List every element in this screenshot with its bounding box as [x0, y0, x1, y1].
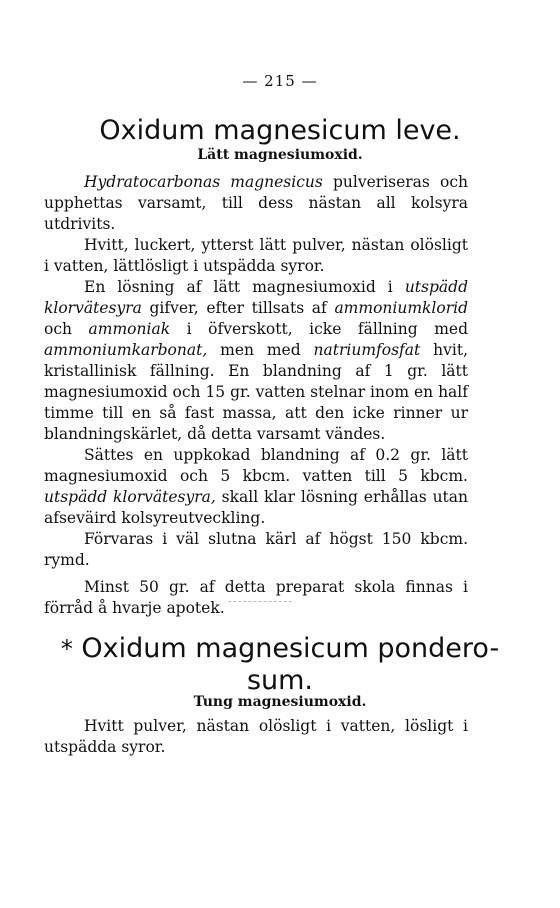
section-title-leve: Oxidum magnesicum leve.: [99, 115, 461, 146]
italic-term: natriumfosfat: [313, 341, 421, 359]
italic-term: Hydratocarbonas magnesicus: [84, 173, 323, 191]
paragraph-text: En lösning af lätt magnesiumoxid i: [84, 278, 405, 296]
paragraph-storage: Förvaras i väl slutna kärl af högst 150 kbcm. rymd.: [44, 530, 468, 569]
italic-term: ammoniumkarbonat,: [44, 341, 208, 359]
paragraph-text: men med: [207, 341, 314, 359]
paragraph-text: pulveriseras och upphettas varsamt, till dess nästan all kolsyra utdrivits.: [44, 173, 468, 233]
section-body-leve: [44, 172, 468, 619]
paragraph-description: Hvitt pulver, nästan olösligt i vatten, lösligt i utspädda syror.: [44, 717, 468, 756]
paragraph-text: Sättes en uppkokad blandning af 0.2 gr. lätt magnesiumoxid och 5 kbcm. vatten till 5 kbcm.: [44, 446, 468, 485]
paragraph-text: hvit, kristallinisk fällning. En blandning af 1 gr. lätt magnesiumoxid och 15 gr. vatten stelnar inom en half timme till en så fast massa, att den icke rinner ur blandningskärlet, då detta varsamt vändes.: [44, 341, 468, 443]
italic-term: ammoniak: [88, 320, 171, 338]
paragraph-stock: Minst 50 gr. af detta preparat skola finnas i förråd å hvarje apotek.: [44, 578, 468, 617]
section-subtitle-ponderosum: Tung magnesiumoxid.: [193, 694, 367, 710]
paragraph-text: skall klar lösning erhållas utan afseväird kolsyreutveckling.: [44, 488, 468, 527]
page-number: — 215 —: [242, 72, 318, 90]
title-line: Oxidum magnesicum pondero-: [81, 633, 500, 664]
section-body-ponderosum: [44, 716, 468, 758]
paragraph-description: Hvitt, luckert, ytterst lätt pulver, nästan olösligt i vatten, lättlösligt i utspädda syror.: [44, 236, 468, 275]
paragraph-text: i öfverskott, icke fällning med: [170, 320, 468, 338]
paragraph-text: och: [44, 320, 89, 338]
paragraph-text: gifver, efter tillsats af: [141, 299, 335, 317]
paragraph-identity-test: [44, 277, 468, 445]
italic-term: utspädd klorvätesyra,: [44, 488, 216, 506]
paragraph-purity-test: [44, 445, 468, 529]
section-title-ponderosum-cont: sum.: [246, 665, 314, 696]
section-subtitle-leve: Lätt magnesiumoxid.: [197, 147, 363, 163]
paragraph-preparation: [44, 172, 468, 235]
section-title-ponderosum: [0, 632, 560, 666]
section-divider: [228, 601, 292, 602]
italic-term: utspädd klorvätesyra: [44, 278, 468, 317]
italic-term: ammoniumklorid: [334, 299, 468, 317]
star-mark: *: [60, 635, 73, 663]
